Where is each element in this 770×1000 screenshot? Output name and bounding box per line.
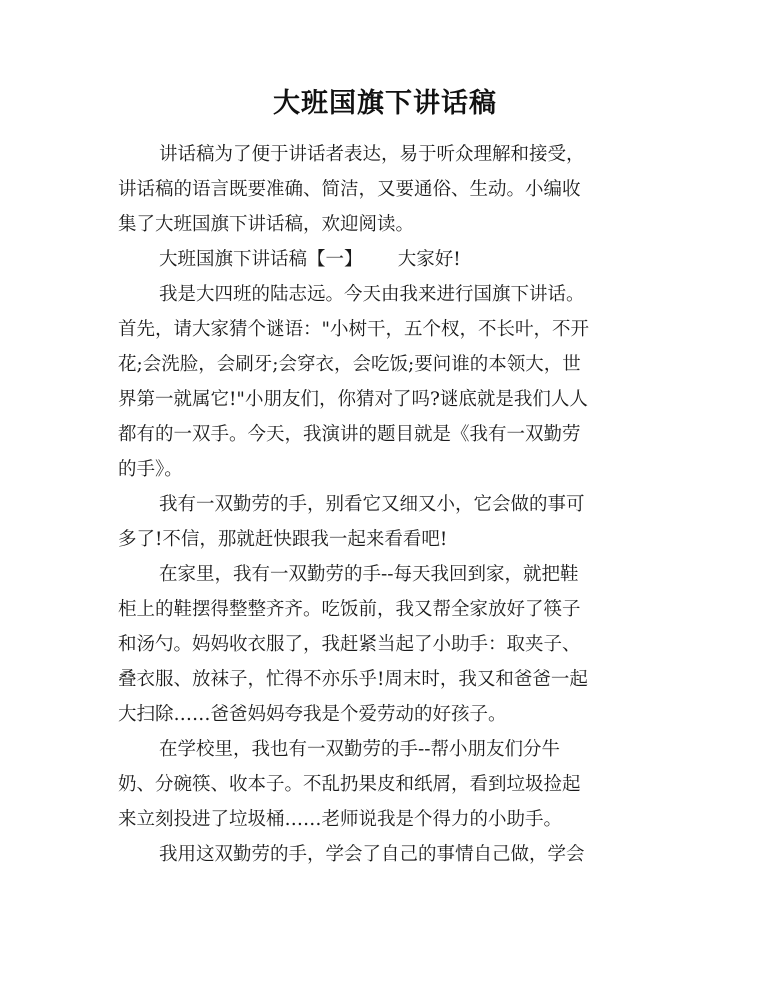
text-line: 奶、分碗筷、收本子。不乱扔果皮和纸屑，看到垃圾捡起 bbox=[118, 774, 581, 795]
text-line: 大班国旗下讲话稿【一】 大家好! bbox=[159, 249, 461, 270]
text-line: 柜上的鞋摆得整整齐齐。吃饭前，我又帮全家放好了筷子 bbox=[118, 599, 581, 620]
text-line: 首先，请大家猜个谜语："小树干，五个杈，不长叶，不开 bbox=[118, 319, 590, 340]
text-line: 我有一双勤劳的手，别看它又细又小，它会做的事可 bbox=[159, 494, 585, 515]
document-body bbox=[118, 137, 650, 872]
text-line: 和汤勺。妈妈收衣服了，我赶紧当起了小助手：取夹子、 bbox=[118, 634, 581, 655]
text-line: 讲话稿为了便于讲话者表达，易于听众理解和接受， bbox=[159, 144, 585, 165]
text-line: 在学校里，我也有一双勤劳的手--帮小朋友们分牛 bbox=[159, 739, 561, 760]
text-line: 讲话稿的语言既要准确、简洁，又要通俗、生动。小编收 bbox=[118, 179, 581, 200]
text-line: 我用这双勤劳的手，学会了自己的事情自己做，学会 bbox=[159, 844, 585, 865]
text-line: 集了大班国旗下讲话稿，欢迎阅读。 bbox=[118, 214, 415, 235]
text-line: 叠衣服、放袜子，忙得不亦乐乎!周末时，我又和爸爸一起 bbox=[118, 669, 588, 690]
text-line: 大扫除……爸爸妈妈夸我是个爱劳动的好孩子。 bbox=[118, 704, 507, 725]
text-line: 界第一就属它!"小朋友们，你猜对了吗?谜底就是我们人人 bbox=[118, 389, 588, 410]
text-line: 都有的一双手。今天，我演讲的题目就是《我有一双勤劳 bbox=[118, 424, 581, 445]
text-line: 的手》。 bbox=[118, 459, 183, 480]
text-line: 来立刻投进了垃圾桶……老师说我是个得力的小助手。 bbox=[118, 809, 563, 830]
text-line: 在家里，我有一双勤劳的手--每天我回到家，就把鞋 bbox=[159, 564, 579, 585]
document-title: 大班国旗下讲话稿 bbox=[273, 88, 497, 119]
text-line: 多了!不信，那就赶快跟我一起来看看吧! bbox=[118, 529, 448, 550]
text-line: 我是大四班的陆志远。今天由我来进行国旗下讲话。 bbox=[159, 284, 585, 305]
text-line: 花;会洗脸，会刷牙;会穿衣，会吃饭;要问谁的本领大，世 bbox=[118, 354, 581, 375]
